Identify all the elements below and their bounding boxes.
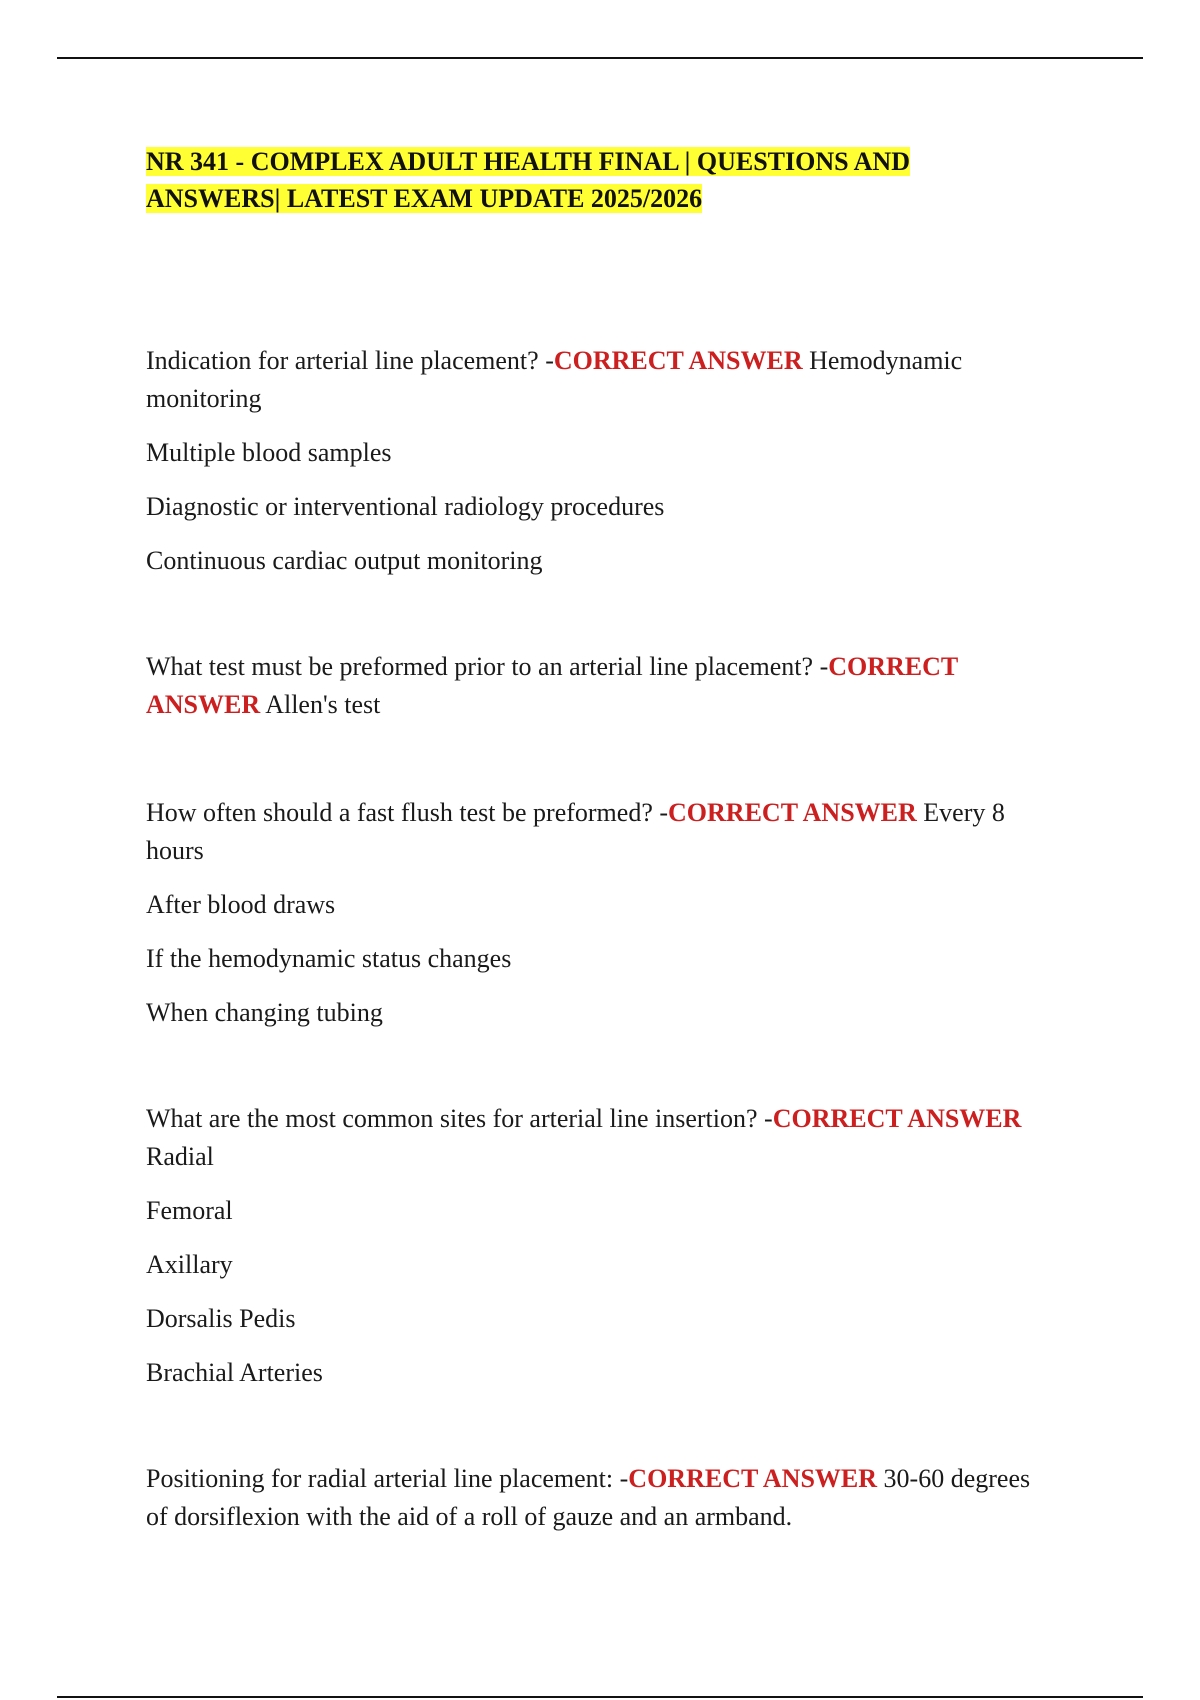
answer-text: Allen's test xyxy=(260,690,381,719)
answer-line: When changing tubing xyxy=(146,998,383,1027)
qa-item-1 xyxy=(146,342,1056,580)
qa-question-1 xyxy=(146,342,1056,418)
qa-item-4 xyxy=(146,1100,1056,1392)
answer-text: Hemodynamic monitoring xyxy=(146,346,963,413)
correct-answer-label: CORRECT ANSWER xyxy=(553,346,803,375)
question-text: Indication for arterial line placement? - xyxy=(146,346,554,375)
answer-text: Every 8 hours xyxy=(146,798,1005,865)
answer-line: Continuous cardiac output monitoring xyxy=(146,546,543,575)
qa-question-2 xyxy=(146,648,1056,724)
answer-line: Femoral xyxy=(146,1196,233,1225)
qa-item-2 xyxy=(146,648,1056,724)
qa-item-5 xyxy=(146,1460,1056,1536)
question-text: What are the most common sites for arterial line insertion? - xyxy=(146,1104,773,1133)
qa-question-4 xyxy=(146,1100,1056,1176)
correct-answer-label: CORRECT ANSWER xyxy=(772,1104,1022,1133)
answer-line: Axillary xyxy=(146,1250,233,1279)
correct-answer-label: CORRECT ANSWER xyxy=(146,652,958,719)
document-title-text: NR 341 - COMPLEX ADULT HEALTH FINAL | QUESTIONS AND ANSWERS| LATEST EXAM UPDATE 2025/2026 xyxy=(146,147,910,213)
answer-line: Brachial Arteries xyxy=(146,1358,323,1387)
answer-line: After blood draws xyxy=(146,890,336,919)
qa-item-3 xyxy=(146,794,1056,1032)
question-text: How often should a fast flush test be preformed? - xyxy=(146,798,669,827)
document-title xyxy=(146,143,1026,217)
answer-line: Dorsalis Pedis xyxy=(146,1304,296,1333)
answer-text: 30-60 degrees of dorsiflexion with the aid of a roll of gauze and an armband. xyxy=(146,1464,1031,1531)
footer-rule xyxy=(57,1696,1143,1698)
answer-line: Multiple blood samples xyxy=(146,438,392,467)
qa-question-3 xyxy=(146,794,1056,870)
correct-answer-label: CORRECT ANSWER xyxy=(628,1464,878,1493)
qa-question-5 xyxy=(146,1460,1056,1536)
header-rule xyxy=(57,57,1143,59)
correct-answer-label: CORRECT ANSWER xyxy=(668,798,917,827)
answer-text: Radial xyxy=(146,1142,214,1171)
question-text: Positioning for radial arterial line placement: - xyxy=(146,1464,629,1493)
answer-line: Diagnostic or interventional radiology procedures xyxy=(146,492,665,521)
question-text: What test must be preformed prior to an arterial line placement? - xyxy=(146,652,829,681)
answer-line: If the hemodynamic status changes xyxy=(146,944,512,973)
